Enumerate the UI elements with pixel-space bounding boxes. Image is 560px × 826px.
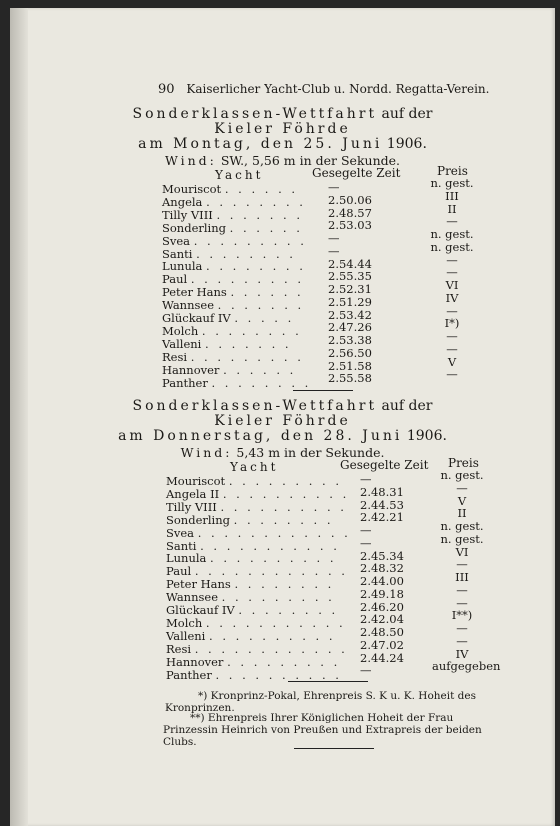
yacht-name: Glückauf IV bbox=[166, 603, 235, 617]
yacht-name: Sonderling bbox=[166, 512, 230, 527]
sailed-time: 2.48.57 bbox=[328, 205, 372, 220]
sailed-time: 2.52.31 bbox=[328, 282, 372, 296]
race1-wind-text: SW., 5,56 m in der Sekunde. bbox=[216, 153, 401, 168]
leader-dots: . . . . . . bbox=[229, 220, 303, 235]
yacht-name: Wannsee bbox=[162, 298, 215, 313]
race1-col-prize: Preis bbox=[437, 164, 468, 178]
prize: VI bbox=[455, 544, 469, 559]
leader-dots: . . . . . . . . . . bbox=[215, 667, 342, 682]
leader-dots: . . . . . . . . . . bbox=[210, 551, 337, 566]
table-row-yacht bbox=[162, 285, 304, 299]
table-row-yacht bbox=[162, 234, 307, 248]
leader-dots: . . . . . . bbox=[223, 362, 297, 377]
race1-col-time: Gesegelte Zeit bbox=[312, 166, 401, 180]
sailed-time: 2.55.58 bbox=[328, 371, 372, 386]
page-end-rule bbox=[294, 748, 374, 749]
sailed-time: 2.53.03 bbox=[328, 218, 372, 233]
sailed-time: 2.55.35 bbox=[328, 269, 372, 284]
table-row-yacht bbox=[162, 182, 298, 196]
yacht-name: Tilly VIII bbox=[166, 499, 217, 514]
yacht-name: Resi bbox=[166, 641, 192, 656]
prize: n. gest. bbox=[440, 519, 484, 533]
prize: IV bbox=[445, 290, 459, 305]
leader-dots: . . . . . . . bbox=[217, 298, 305, 313]
yacht-name: Angela II bbox=[166, 486, 220, 501]
prize: V bbox=[457, 493, 467, 508]
prize: — bbox=[456, 633, 468, 648]
table-row-yacht bbox=[166, 526, 351, 540]
prize: III bbox=[445, 188, 459, 203]
prize: n. gest. bbox=[430, 227, 474, 241]
yacht-name: Paul bbox=[162, 272, 188, 287]
race1-date-spaced: am Montag, den 25. Juni bbox=[138, 136, 383, 152]
sailed-time: 2.50.06 bbox=[328, 192, 372, 207]
prize: — bbox=[456, 621, 468, 635]
leader-dots: . . . . . . . . bbox=[234, 577, 335, 592]
table-row-yacht bbox=[162, 350, 304, 364]
leader-dots: . . . . . . . . bbox=[238, 603, 339, 617]
sailed-time: — bbox=[328, 231, 340, 245]
sailed-time: 2.47.02 bbox=[360, 637, 404, 652]
table-row-yacht bbox=[162, 298, 304, 312]
yacht-name: Svea bbox=[166, 525, 195, 540]
prize: III bbox=[455, 570, 469, 584]
yacht-name: Hannover bbox=[166, 654, 224, 669]
leader-dots: . . . . . . . . bbox=[233, 512, 334, 527]
prize: — bbox=[446, 265, 458, 280]
race1-date bbox=[10, 136, 555, 152]
yacht-name: Lunula bbox=[162, 259, 203, 274]
leader-dots: . . . . . . . . . . . bbox=[205, 615, 346, 630]
sailed-time: 2.44.00 bbox=[360, 574, 404, 588]
sailed-time: — bbox=[360, 523, 372, 537]
sailed-time: 2.53.38 bbox=[328, 333, 372, 347]
yacht-name: Molch bbox=[162, 323, 199, 338]
table-row-yacht bbox=[166, 513, 334, 527]
yacht-name: Sonderling bbox=[162, 220, 226, 235]
sailed-time: 2.54.44 bbox=[328, 256, 372, 271]
prize: — bbox=[456, 480, 468, 495]
table-row-yacht bbox=[166, 500, 347, 514]
footnote-rule bbox=[288, 681, 368, 682]
leader-dots: . . . . . . . . . . . . bbox=[194, 564, 348, 579]
leader-dots: . . . . . . . . . bbox=[190, 349, 304, 364]
race1-end-rule bbox=[293, 390, 353, 391]
leader-dots: . . . . . . . . . bbox=[193, 233, 307, 248]
race2-subtitle: Kieler Föhrde bbox=[214, 413, 351, 429]
yacht-name: Panther bbox=[162, 375, 208, 390]
prize: n. gest. bbox=[440, 468, 484, 482]
table-row-yacht bbox=[166, 603, 338, 617]
yacht-name: Lunula bbox=[166, 551, 207, 566]
race1-title-rest: auf der bbox=[377, 106, 433, 122]
table-row-yacht bbox=[162, 363, 296, 377]
yacht-name: Peter Hans bbox=[166, 577, 231, 592]
table-row-yacht bbox=[162, 311, 294, 325]
leader-dots: . . . . . . . . . . . . bbox=[194, 641, 348, 656]
sailed-time: 2.48.50 bbox=[360, 625, 404, 639]
prize: V bbox=[447, 354, 457, 369]
table-row-yacht bbox=[166, 577, 334, 591]
table-row-yacht bbox=[162, 221, 303, 235]
footnote-2-line2: Prinzessin Heinrich von Preußen und Extrapreis der beiden bbox=[163, 724, 482, 736]
leader-dots: . . . . . . . . . bbox=[190, 272, 304, 287]
race1-col-yacht: Yacht bbox=[215, 168, 264, 182]
leader-dots: . . . . . . . . bbox=[211, 375, 312, 390]
race2-date bbox=[10, 428, 555, 444]
leader-dots: . . . . . . . . bbox=[201, 323, 302, 338]
prize: — bbox=[446, 214, 458, 229]
footnote-2-line1: **) Ehrenpreis Ihrer Königlichen Hoheit der Frau bbox=[190, 712, 454, 724]
prize: — bbox=[456, 557, 468, 572]
table-row-yacht bbox=[166, 539, 340, 553]
yacht-name: Molch bbox=[166, 615, 203, 630]
prize: — bbox=[456, 582, 468, 597]
sailed-time: 2.42.21 bbox=[360, 510, 404, 525]
sailed-time: 2.51.58 bbox=[328, 358, 372, 373]
leader-dots: . . . . . . . . . . bbox=[220, 499, 347, 514]
yacht-name: Santi bbox=[166, 538, 197, 553]
table-row-yacht bbox=[166, 629, 335, 643]
prize: aufgegeben bbox=[432, 659, 501, 674]
prize: — bbox=[456, 595, 468, 610]
table-row-yacht bbox=[166, 551, 337, 565]
race2-title bbox=[10, 398, 555, 414]
table-row-yacht bbox=[162, 259, 306, 273]
prize: — bbox=[446, 303, 458, 318]
prize: VI bbox=[445, 278, 459, 292]
leader-dots: . . . . . . . bbox=[205, 336, 292, 351]
race2-date-spaced: am Donnerstag, den 28. Juni bbox=[118, 428, 403, 444]
yacht-name: Tilly VIII bbox=[162, 207, 213, 222]
leader-dots: . . . . . . . bbox=[216, 207, 303, 222]
race1-subtitle: Kieler Föhrde bbox=[214, 121, 351, 137]
leader-dots: . . . . . . . . . . bbox=[209, 628, 336, 643]
prize: I**) bbox=[451, 608, 473, 623]
sailed-time: 2.45.34 bbox=[360, 548, 404, 563]
table-row-yacht bbox=[166, 655, 340, 669]
race2-wind-label: Wind: bbox=[180, 445, 233, 460]
sailed-time: 2.46.20 bbox=[360, 599, 404, 614]
leader-dots: . . . . . . . . bbox=[196, 246, 296, 261]
prize: — bbox=[446, 329, 458, 343]
sailed-time: 2.47.26 bbox=[328, 320, 372, 335]
leader-dots: . . . . . bbox=[234, 311, 295, 325]
yacht-name: Santi bbox=[162, 246, 193, 261]
race2-col-yacht: Yacht bbox=[230, 460, 279, 474]
sailed-time: — bbox=[328, 180, 340, 194]
table-row-yacht bbox=[166, 487, 349, 501]
leader-dots: . . . . . . . . bbox=[206, 194, 306, 209]
yacht-name: Mouriscot bbox=[162, 182, 222, 196]
race1-wind-label: Wind: bbox=[164, 153, 217, 168]
sailed-time: — bbox=[360, 472, 372, 486]
book-page bbox=[10, 8, 555, 826]
sailed-time: — bbox=[360, 663, 372, 678]
yacht-name: Valleni bbox=[166, 628, 206, 643]
race1-title-spaced: Sonderklassen-Wettfahrt bbox=[132, 106, 378, 122]
leader-dots: . . . . . . bbox=[224, 182, 299, 196]
race2-col-time: Gesegelte Zeit bbox=[340, 458, 429, 472]
race1-title bbox=[10, 106, 555, 122]
yacht-name: Hannover bbox=[162, 362, 220, 377]
table-row-yacht bbox=[166, 668, 342, 682]
table-row-yacht bbox=[166, 474, 342, 488]
yacht-name: Mouriscot bbox=[166, 474, 226, 488]
leader-dots: . . . . . . . . . bbox=[228, 474, 342, 488]
sailed-time: 2.49.18 bbox=[360, 586, 404, 601]
yacht-name: Svea bbox=[162, 233, 191, 248]
sailed-time: 2.48.32 bbox=[360, 561, 404, 576]
table-row-yacht bbox=[162, 195, 306, 209]
table-row-yacht bbox=[166, 642, 348, 656]
sailed-time: 2.44.24 bbox=[360, 650, 404, 665]
leader-dots: . . . . . . bbox=[230, 285, 304, 300]
leader-dots: . . . . . . . . . bbox=[221, 590, 335, 605]
prize: I*) bbox=[444, 316, 460, 331]
table-row-yacht bbox=[162, 272, 304, 286]
footnote-1-line2: Kronprinzen. bbox=[165, 702, 235, 714]
prize: II bbox=[457, 506, 467, 521]
leader-dots: . . . . . . . . . . . bbox=[200, 538, 340, 553]
yacht-name: Wannsee bbox=[166, 590, 219, 605]
yacht-name: Glückauf IV bbox=[162, 311, 231, 325]
prize: IV bbox=[455, 646, 469, 661]
race1-date-year: 1906. bbox=[382, 136, 427, 152]
prize: n. gest. bbox=[430, 176, 474, 190]
prize: n. gest. bbox=[430, 239, 474, 254]
race2-date-year: 1906. bbox=[402, 428, 447, 444]
leader-dots: . . . . . . . . . . . . bbox=[197, 525, 351, 540]
sailed-time: 2.48.31 bbox=[360, 484, 404, 499]
table-row-yacht bbox=[166, 564, 348, 578]
table-row-yacht bbox=[162, 247, 296, 261]
prize: — bbox=[446, 341, 458, 356]
race1-wind bbox=[10, 153, 555, 168]
table-row-yacht bbox=[162, 376, 311, 390]
leader-dots: . . . . . . . . . . bbox=[222, 486, 350, 501]
leader-dots: . . . . . . . . . bbox=[227, 654, 341, 669]
yacht-name: Resi bbox=[162, 349, 188, 364]
table-row-yacht bbox=[162, 208, 303, 222]
page-number: 90 bbox=[158, 82, 175, 97]
sailed-time: 2.56.50 bbox=[328, 345, 372, 360]
prize: — bbox=[446, 252, 458, 267]
sailed-time: 2.42.04 bbox=[360, 612, 404, 627]
footnote-2-line3: Clubs. bbox=[163, 736, 197, 748]
table-row-yacht bbox=[162, 337, 292, 351]
race2-title-spaced: Sonderklassen-Wettfahrt bbox=[132, 398, 378, 414]
sailed-time: — bbox=[328, 243, 340, 258]
header-title: Kaiserlicher Yacht-Club u. Nordd. Regatta-Verein. bbox=[186, 82, 490, 96]
sailed-time: 2.44.53 bbox=[360, 497, 404, 512]
running-header bbox=[158, 82, 489, 97]
yacht-name: Panther bbox=[166, 667, 212, 682]
yacht-name: Peter Hans bbox=[162, 285, 227, 300]
yacht-name: Valleni bbox=[162, 336, 202, 351]
prize: II bbox=[447, 201, 457, 216]
sailed-time: 2.51.29 bbox=[328, 294, 372, 309]
race2-col-prize: Preis bbox=[448, 456, 479, 470]
table-row-yacht bbox=[166, 616, 346, 630]
table-row-yacht bbox=[162, 324, 302, 338]
sailed-time: — bbox=[360, 535, 372, 550]
prize: — bbox=[446, 367, 458, 382]
yacht-name: Paul bbox=[166, 564, 192, 579]
footnote-1-line1: *) Kronprinz-Pokal, Ehrenpreis S. K u. K. Hoheit des bbox=[198, 690, 476, 702]
yacht-name: Angela bbox=[162, 194, 203, 209]
prize: n. gest. bbox=[440, 531, 484, 546]
table-row-yacht bbox=[166, 590, 335, 604]
leader-dots: . . . . . . . . bbox=[206, 259, 306, 274]
race2-title-rest: auf der bbox=[377, 398, 433, 414]
race2-wind-text: 5,43 m in der Sekunde. bbox=[232, 445, 385, 460]
sailed-time: 2.53.42 bbox=[328, 307, 372, 322]
